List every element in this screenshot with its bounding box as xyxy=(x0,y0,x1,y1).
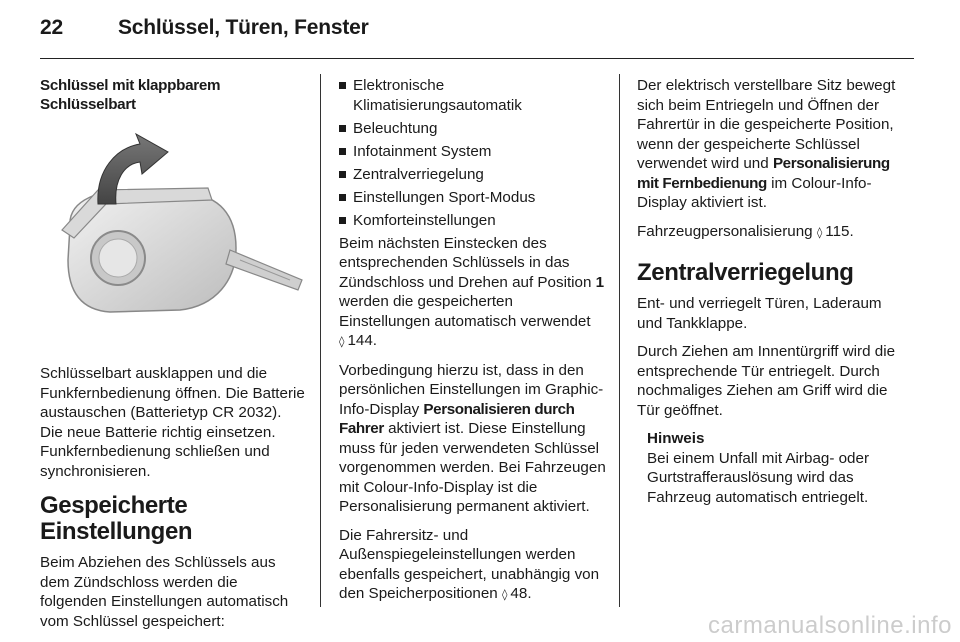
column-divider-2 xyxy=(619,74,620,607)
saved-settings-list xyxy=(339,76,607,230)
page-reference-link[interactable]: 115. xyxy=(825,222,854,240)
page-reference-link[interactable]: 48. xyxy=(510,585,532,602)
precondition-paragraph: Vorbedingung hierzu ist, dass in den persönlichen Einstellungen im Graphic-Info-Display Personalisieren durch Fahrer aktiviert ist. Diese Einstellung muss für jeden verwendeten Schlüssel vorgenommen werden. Bei Fahrzeugen mit Colour-Info-Display ist die Personalisierung permanent aktiviert. xyxy=(339,361,606,515)
chapter-title: Schlüssel, Türen, Fenster xyxy=(118,16,369,39)
page-number: 22 xyxy=(40,16,63,39)
note-title: Hinweis xyxy=(647,430,705,447)
column-2 xyxy=(339,76,607,614)
key-battery-illustration xyxy=(40,130,308,348)
seat-memory-paragraph: Der elektrisch verstellbare Sitz bewegt sich beim Entriegeln und Öffnen der Fahrertür in die gespeicherte Position, wenn der gespeicherte Schlüssel verwendet wird und Personalisierung mit Fernbedienung im Colour-Info-Display aktiviert ist. xyxy=(637,77,896,211)
section-heading-central-locking: Zentralverriegelung xyxy=(637,259,854,286)
header-rule xyxy=(40,58,914,59)
list-item: Einstellungen Sport-Modus xyxy=(339,188,607,208)
page-reference-icon: ◊ xyxy=(339,335,345,348)
page-header xyxy=(40,16,369,40)
battery-instructions: Schlüsselbart ausklappen und die Funkfernbedienung öffnen. Die Batterie austauschen (Batterietyp CR 2032). Die neue Batterie richtig einsetzen. Funkfernbedienung schließen und synchronisieren. xyxy=(40,365,305,480)
note-body: Bei einem Unfall mit Airbag- oder Gurtstrafferauslösung wird das Fahrzeug automatisch entriegelt. xyxy=(647,449,870,506)
central-locking-intro: Ent- und verriegelt Türen, Laderaum und Tankklappe. xyxy=(637,295,882,332)
section-subheading: Schlüssel mit klappbarem Schlüsselbart xyxy=(40,77,221,113)
seat-mirror-paragraph: Die Fahrersitz- und Außenspiegeleinstellungen werden ebenfalls gespeichert, unabhängig von den Speicherpositionen ◊ 48. xyxy=(339,526,600,602)
column-3 xyxy=(637,76,909,507)
saved-settings-intro: Beim Abziehen des Schlüssels aus dem Zündschloss werden die folgenden Einstellungen automatisch vom Schlüssel gespeichert: xyxy=(40,554,289,630)
column-divider-1 xyxy=(320,74,321,607)
list-item: Beleuchtung xyxy=(339,119,607,139)
section-heading-saved-settings: Gespeicherte Einstellungen xyxy=(40,492,193,545)
position-value: 1 xyxy=(595,273,604,291)
personalisation-reference: Fahrzeugpersonalisierung ◊ 115. xyxy=(637,222,854,240)
page-reference-icon: ◊ xyxy=(816,225,823,239)
menu-option-name: Personalisierung mit Fernbedienung xyxy=(637,155,890,192)
list-item: Zentralverriegelung xyxy=(339,165,607,185)
page-reference-link[interactable]: 144. xyxy=(347,332,377,349)
door-handle-paragraph: Durch Ziehen am Innentürgriff wird die entsprechende Tür entriegelt. Durch nochmaliges Ziehen am Griff wird die Tür geöffnet. xyxy=(637,343,896,419)
list-item: Infotainment System xyxy=(339,142,607,162)
page-reference-icon: ◊ xyxy=(501,588,508,601)
list-item: Elektronische Klimatisierungsautomatik xyxy=(339,76,607,115)
menu-option-name: Personalisieren durch Fahrer xyxy=(339,400,575,437)
key-insert-paragraph: Beim nächsten Einstecken des entsprechenden Schlüssels in das Zündschloss und Drehen auf Position 1 werden die gespeicherten Einstellungen automatisch verwendet ◊ 144. xyxy=(339,234,604,349)
column-1 xyxy=(40,76,308,640)
list-item: Komforteinstellungen xyxy=(339,211,607,231)
note-box xyxy=(637,429,909,507)
watermark: carmanualsonline.info xyxy=(708,612,952,639)
